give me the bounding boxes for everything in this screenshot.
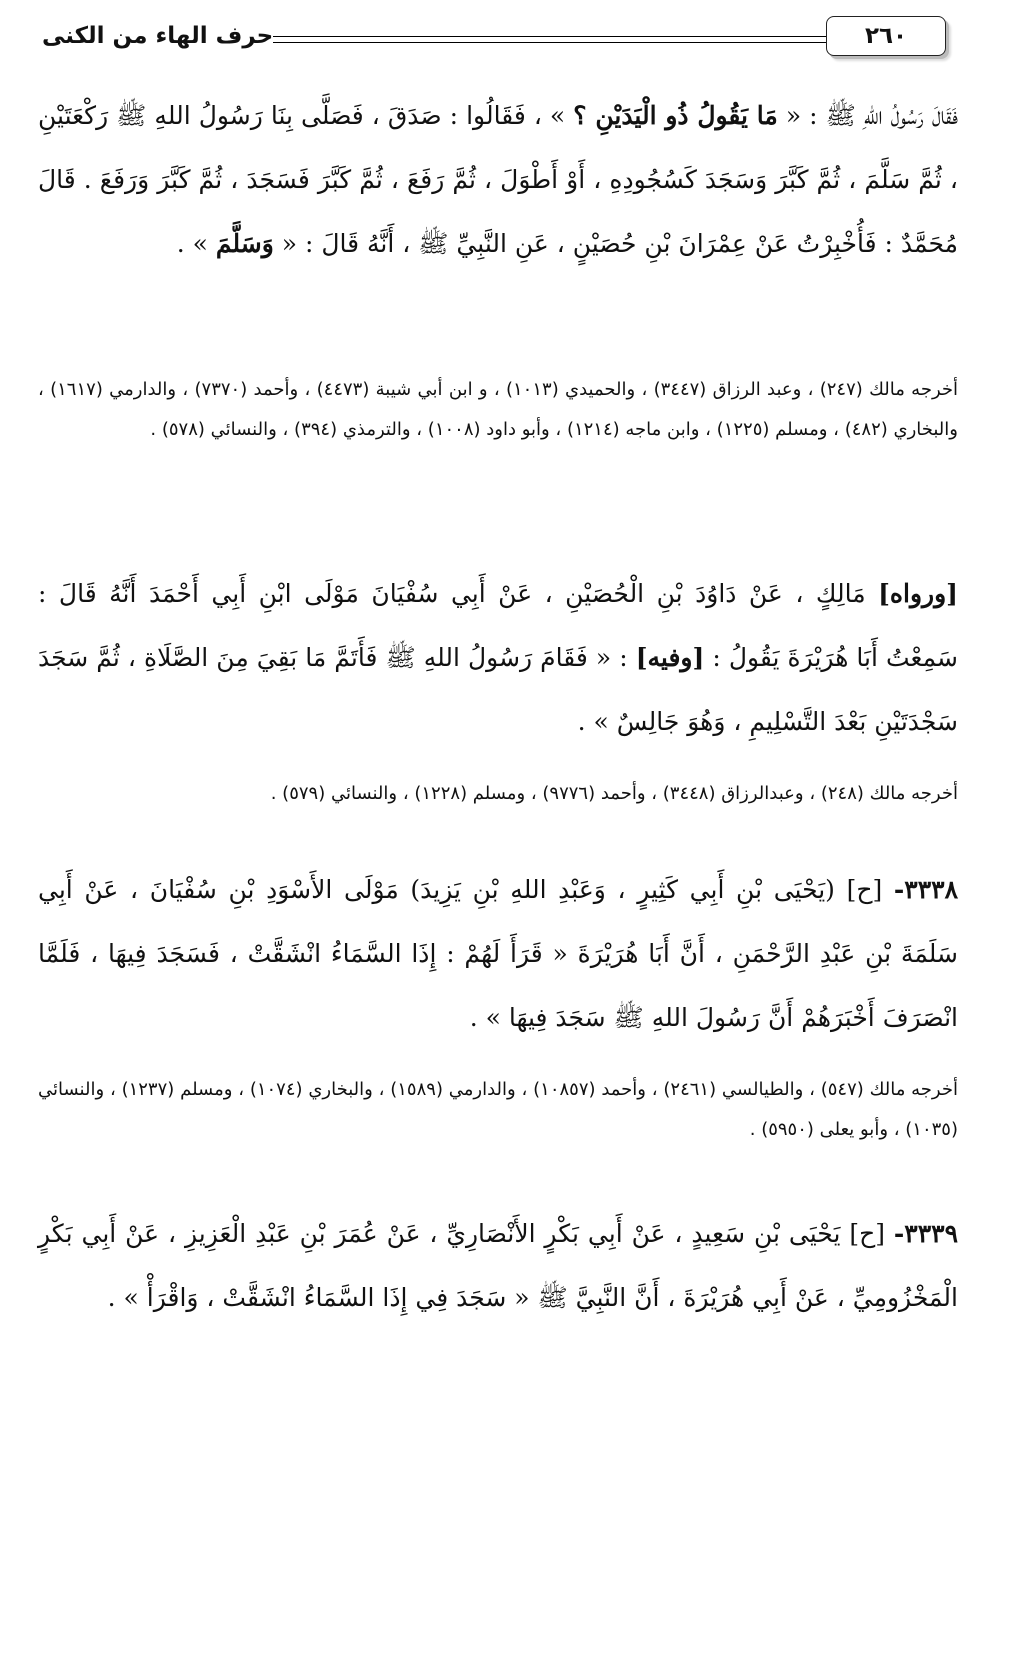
hadith-text: » ، فَقَالُوا : صَدَقَ ، فَصَلَّى بِنَا رَسُولُ اللهِ ﷺ رَكْعَتَيْنِ ، ثُمَّ سَلَّمَ ، ثُمَّ كَبَّرَ وَسَجَدَ كَسُجُودِهِ ، أَوْ أَطْوَلَ ، ثُمَّ رَفَعَ ، ثُمَّ كَبَّرَ فَسَجَدَ ، ثُمَّ كَبَّرَ وَرَفَعَ . قَالَ مُحَمَّدٌ : فَأُخْبِرْتُ عَنْ عِمْرَانَ بْنِ حُصَيْنٍ ، عَنِ النَّبِيِّ ﷺ ، أَنَّهُ قَالَ : « bbox=[38, 101, 958, 258]
hadith-text: » . bbox=[176, 229, 216, 258]
hadith-number: ٣٣٣٩- bbox=[893, 1219, 958, 1248]
hadith-3339 bbox=[38, 1202, 958, 1330]
hadith-text: [ح] يَحْيَى بْنِ سَعِيدٍ ، عَنْ أَبِي بَكْرٍ الأَنْصَارِيِّ ، عَنْ عُمَرَ بْنِ عَبْدِ الْعَزِيزِ ، عَنْ أَبِي بَكْرٍ الْمَخْزُومِيِّ ، عَنْ أَبِي هُرَيْرَةَ ، أَنَّ النَّبِيَّ ﷺ « سَجَدَ فِي إِذَا السَّمَاءُ انْشَقَّتْ ، وَاقْرَأْ » . bbox=[38, 1219, 958, 1312]
editor-bracket: [وفيه] bbox=[635, 643, 705, 672]
page-number: ٢٦٠ bbox=[864, 23, 908, 49]
hadith-text: فَقَالَ رَسُولُ اللهِ ﷺ : « bbox=[777, 101, 958, 130]
takhrij-note: أخرجه مالك (٥٤٧) ، والطيالسي (٢٤٦١) ، وأحمد (١٠٨٥٧) ، والدارمي (١٥٨٩) ، والبخاري (١٠٧٤) ، ومسلم (١٢٣٧) ، والنسائي (١٠٣٥) ، وأبو يعلى (٥٩٥٠) . bbox=[38, 1079, 958, 1140]
page-header bbox=[30, 14, 972, 58]
hadith-number: ٣٣٣٨- bbox=[893, 875, 958, 904]
hadith-text: [ح] (يَحْيَى بْنِ أَبِي كَثِيرٍ ، وَعَبْدِ اللهِ بْنِ يَزِيدَ) مَوْلَى الأَسْوَدِ بْنِ سُفْيَانَ ، عَنْ أَبِي سَلَمَةَ بْنِ عَبْدِ الرَّحْمَنِ ، أَنَّ أَبَا هُرَيْرَةَ « قَرَأَ لَهُمْ : إِذَا السَّمَاءُ انْشَقَّتْ ، فَسَجَدَ فِيهَا ، فَلَمَّا انْصَرَفَ أَخْبَرَهُمْ أَنَّ رَسُولَ اللهِ ﷺ سَجَدَ فِيهَا » . bbox=[38, 875, 958, 1032]
takhrij-note: أخرجه مالك (٢٤٨) ، وعبدالرزاق (٣٤٤٨) ، وأحمد (٩٧٧٦) ، ومسلم (١٢٢٨) ، والنسائي (٥٧٩) . bbox=[270, 783, 958, 804]
hadith-continuation bbox=[38, 84, 958, 276]
hadith-text: : « فَقَامَ رَسُولُ اللهِ ﷺ فَأَتَمَّ مَا بَقِيَ مِنَ الصَّلَاةِ ، ثُمَّ سَجَدَ سَجْدَتَيْنِ بَعْدَ التَّسْلِيمِ ، وَهُوَ جَالِسٌ » . bbox=[38, 643, 958, 736]
prophetic-quote: وَسَلَّمَ bbox=[215, 229, 274, 258]
header-rule bbox=[273, 36, 826, 43]
hadith-text: مَالِكٍ ، عَنْ دَاوُدَ بْنِ الْحُصَيْنِ ، عَنْ أَبِي سُفْيَانَ مَوْلَى ابْنِ أَبِي أَحْمَدَ أَنَّهُ قَالَ : سَمِعْتُ أَبَا هُرَيْرَةَ يَقُولُ : bbox=[38, 579, 958, 672]
takhrij-note: أخرجه مالك (٢٤٧) ، وعبد الرزاق (٣٤٤٧) ، والحميدي (١٠١٣) ، و ابن أبي شيبة (٤٤٧٣) ، وأحمد (٧٣٧٠) ، والدارمي (١٦١٧) ، والبخاري (٤٨٢) ، ومسلم (١٢٢٥) ، وابن ماجه (١٢١٤) ، وأبو داود (١٠٠٨) ، والترمذي (٣٩٤) ، والنسائي (٥٧٨) . bbox=[38, 379, 959, 440]
prophetic-quote: مَا يَقُولُ ذُو الْيَدَيْنِ ؟ bbox=[573, 101, 778, 130]
chapter-title: حرف الهاء من الكنى bbox=[42, 23, 274, 49]
hadith-riwaya bbox=[38, 562, 958, 754]
page-number-box bbox=[826, 16, 946, 56]
hadith-3338 bbox=[38, 858, 958, 1050]
editor-bracket: [ورواه] bbox=[878, 579, 958, 608]
